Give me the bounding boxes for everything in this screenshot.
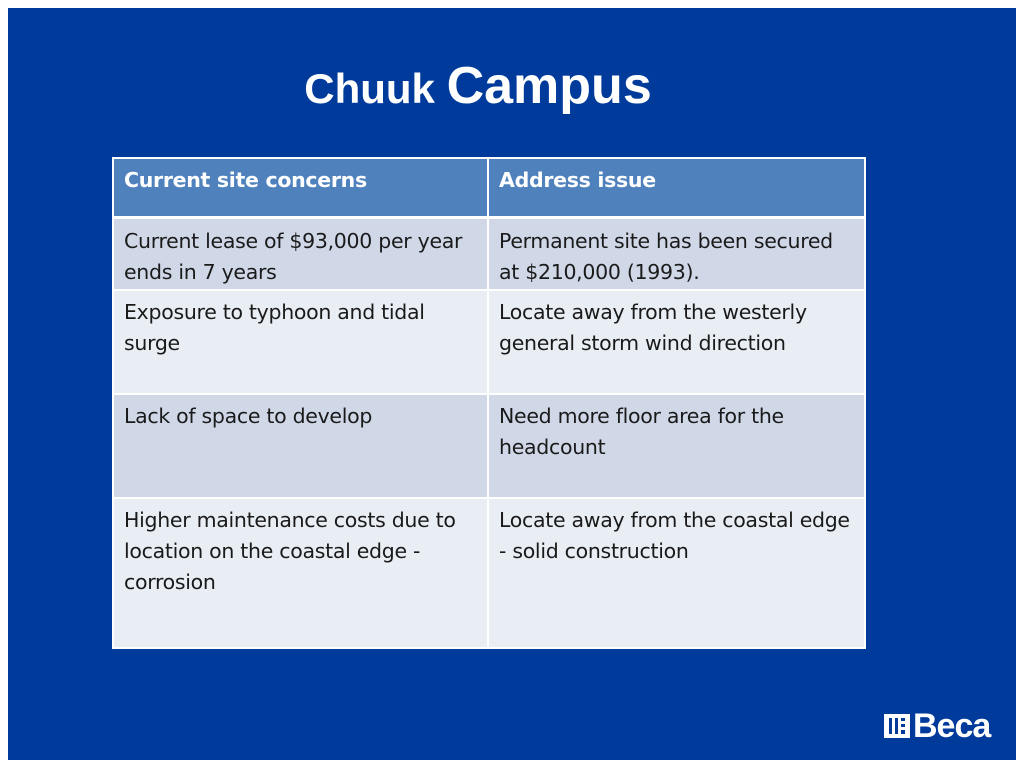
concerns-table [112,157,866,649]
beca-logo [884,707,991,745]
address-cell: Locate away from the westerly general storm wind direction [488,290,865,394]
header-address-issue: Address issue [488,158,865,218]
address-cell: Permanent site has been secured at $210,000 (1993). [488,218,865,291]
slide-title-part2: Campus [446,57,652,115]
table-row [113,498,865,648]
address-cell: Locate away from the coastal edge - solid construction [488,498,865,648]
concern-cell: Lack of space to develop [113,394,488,498]
concern-cell: Higher maintenance costs due to location on the coastal edge - corrosion [113,498,488,648]
concern-cell: Exposure to typhoon and tidal surge [113,290,488,394]
table-header-row [113,158,865,218]
table-row [113,394,865,498]
table-row [113,218,865,291]
header-current-site-concerns: Current site concerns [113,158,488,218]
slide-title [8,57,948,115]
slide-background [8,8,1016,760]
concern-cell: Current lease of $93,000 per year ends in 7 years [113,218,488,291]
slide-title-part1: Chuuk [304,65,447,112]
beca-logo-text: Beca [913,707,991,745]
table-row [113,290,865,394]
beca-logo-icon [884,714,910,738]
address-cell: Need more floor area for the headcount [488,394,865,498]
